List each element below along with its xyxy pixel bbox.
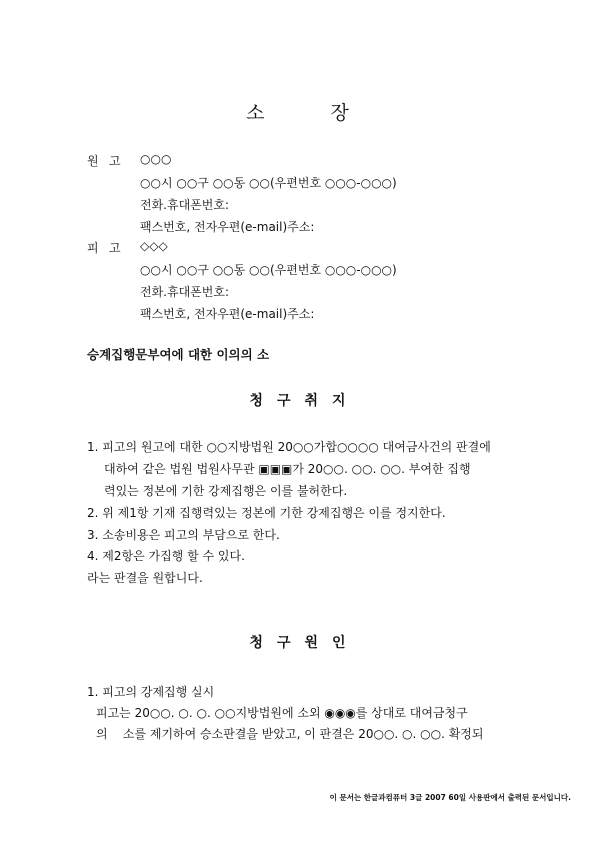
plaintiff-label: 원 고	[87, 154, 121, 168]
claim-line: 3. 소송비용은 피고의 부담으로 한다.	[87, 528, 280, 542]
defendant-fax: 팩스번호, 전자우편(e-mail)주소:	[140, 307, 315, 321]
plaintiff-address: ○○시 ○○구 ○○동 ○○(우편번호 ○○○-○○○)	[140, 176, 397, 190]
claim-line: 라는 판결을 원합니다.	[87, 571, 203, 585]
plaintiff-phone: 전화.휴대폰번호:	[140, 198, 230, 212]
title-char-1: 소	[246, 102, 265, 124]
footer-note: 이 문서는 한글과컴퓨터 3글 2007 60일 사용판에서 출력된 문서입니다.	[329, 793, 571, 802]
defendant-phone: 전화.휴대폰번호:	[140, 285, 230, 299]
claim-line: 2. 위 제1항 기재 집행력있는 정본에 기한 강제집행은 이를 정지한다.	[87, 506, 446, 520]
defendant-label: 피 고	[87, 241, 121, 255]
claim-line: 력있는 정본에 기한 강제집행은 이를 불허한다.	[104, 484, 348, 498]
claim-line: 대하여 같은 법원 법원사무관 ▣▣▣가 20○○. ○○. ○○. 부여한 집행	[104, 462, 471, 476]
title-char-2: 장	[330, 102, 349, 124]
document-title	[0, 98, 595, 125]
plaintiff-name: ○○○	[140, 152, 172, 166]
cause-heading: 청 구 원 인	[249, 635, 346, 651]
defendant-name: ◇◇◇	[140, 239, 168, 253]
cause-line: 의 소를 제기하여 승소판결을 받았고, 이 판결은 20○○. ○. ○○. 확정되	[96, 727, 484, 741]
plaintiff-fax: 팩스번호, 전자우편(e-mail)주소:	[140, 220, 315, 234]
claim-line: 1. 피고의 원고에 대한 ○○지방법원 20○○가합○○○○ 대여금사건의 판결에	[87, 440, 491, 454]
claim-line: 4. 제2항은 가집행 할 수 있다.	[87, 549, 245, 563]
cause-line: 1. 피고의 강제집행 실시	[87, 685, 215, 699]
case-subject: 승계집행문부여에 대한 이의의 소	[87, 347, 270, 362]
claim-heading: 청 구 취 지	[249, 393, 346, 409]
cause-line: 피고는 20○○. ○. ○. ○○지방법원에 소외 ◉◉◉를 상대로 대여금청구	[96, 706, 468, 720]
defendant-address: ○○시 ○○구 ○○동 ○○(우편번호 ○○○-○○○)	[140, 263, 397, 277]
